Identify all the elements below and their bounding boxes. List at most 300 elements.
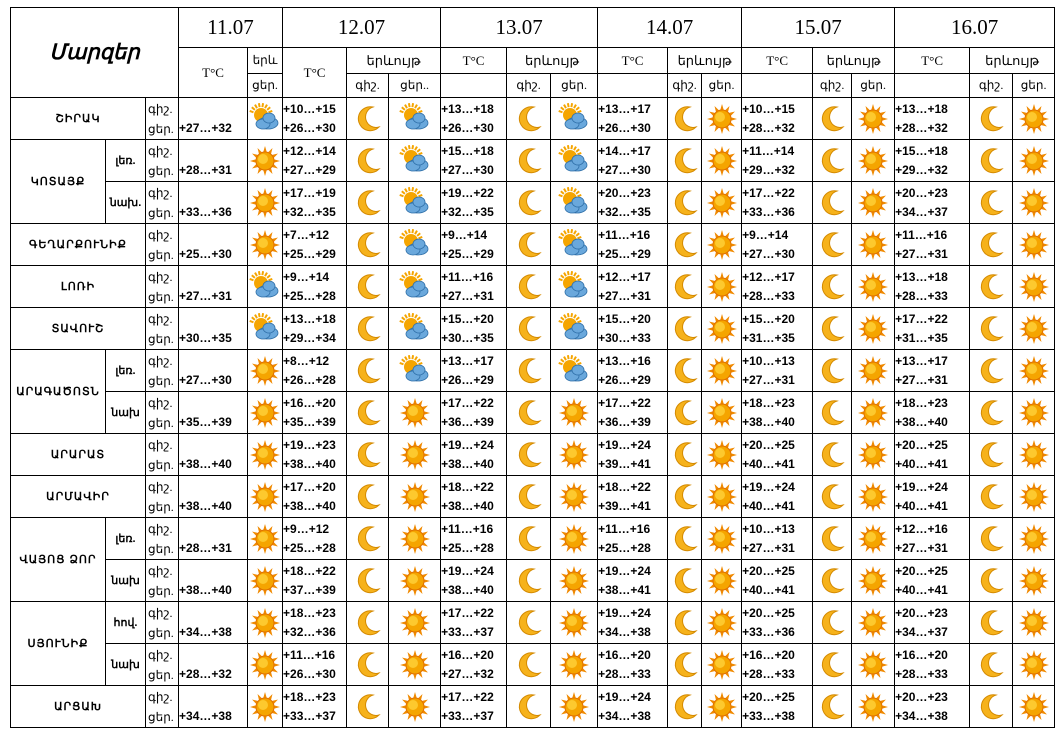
temperature-cell bbox=[441, 392, 507, 434]
weather-icon-cell bbox=[970, 518, 1013, 560]
night-temp: +19…+24 bbox=[441, 437, 494, 452]
night-temp: +18…+23 bbox=[742, 395, 795, 410]
day-temp: +32…+35 bbox=[441, 204, 494, 219]
empty-cell bbox=[441, 74, 507, 98]
sun-cloud-icon bbox=[399, 313, 431, 345]
sun-icon bbox=[857, 481, 889, 513]
weather-icon-cell bbox=[668, 434, 702, 476]
spacer bbox=[179, 520, 247, 539]
day-header: ցեր.. bbox=[389, 74, 441, 98]
day-temp: +40…+41 bbox=[895, 498, 948, 513]
phenomenon-header: երևույթ bbox=[507, 48, 598, 74]
table-row bbox=[11, 392, 1055, 434]
moon-icon bbox=[513, 565, 545, 597]
weather-icon-cell bbox=[668, 392, 702, 434]
weather-icon-cell bbox=[1013, 644, 1055, 686]
night-temp: +12…+16 bbox=[895, 521, 948, 536]
weather-icon-cell bbox=[702, 266, 742, 308]
sun-icon bbox=[706, 481, 738, 513]
sun-icon bbox=[706, 523, 738, 555]
night-temp: +19…+24 bbox=[598, 605, 651, 620]
weather-icon-cell bbox=[347, 686, 389, 728]
region-name: ՍՅՈՒՆԻՔ bbox=[11, 602, 106, 686]
temperature-cell bbox=[598, 518, 668, 560]
weather-icon-cell bbox=[507, 182, 551, 224]
weather-icon-cell bbox=[248, 98, 283, 140]
night-temp: +18…+23 bbox=[283, 689, 336, 704]
weather-icon-cell bbox=[668, 266, 702, 308]
weather-icon-cell bbox=[551, 686, 598, 728]
spacer bbox=[179, 310, 247, 329]
spacer bbox=[179, 268, 247, 287]
weather-icon-cell bbox=[248, 350, 283, 392]
weather-icon-cell bbox=[389, 686, 441, 728]
sun-icon bbox=[857, 355, 889, 387]
moon-icon bbox=[669, 229, 701, 261]
weather-icon-cell bbox=[1013, 434, 1055, 476]
weather-icon-cell bbox=[389, 224, 441, 266]
night-temp: +19…+22 bbox=[441, 185, 494, 200]
day-temp: +28…+31 bbox=[179, 162, 232, 177]
weather-icon-cell bbox=[668, 686, 702, 728]
weather-icon-cell bbox=[248, 434, 283, 476]
day-temp: +25…+28 bbox=[441, 540, 494, 555]
night-temp: +11…+16 bbox=[441, 521, 494, 536]
weather-icon-cell bbox=[389, 602, 441, 644]
night-temp: +20…+23 bbox=[598, 185, 651, 200]
temperature-cell bbox=[895, 686, 970, 728]
day-temp: +27…+31 bbox=[179, 288, 232, 303]
moon-icon bbox=[975, 145, 1007, 177]
temp-header: T°C bbox=[742, 48, 813, 74]
temperature-cell bbox=[179, 140, 248, 182]
temp-header: T°C bbox=[283, 48, 347, 98]
temperature-cell bbox=[598, 350, 668, 392]
sun-cloud-icon bbox=[558, 355, 590, 387]
sun-icon bbox=[249, 439, 281, 471]
sun-icon bbox=[558, 607, 590, 639]
weather-icon-cell bbox=[813, 350, 852, 392]
day-temp: +38…+40 bbox=[179, 582, 232, 597]
weather-icon-cell bbox=[389, 266, 441, 308]
sun-icon bbox=[249, 355, 281, 387]
moon-icon bbox=[513, 481, 545, 513]
moon-icon bbox=[352, 355, 384, 387]
night-temp: +20…+23 bbox=[895, 185, 948, 200]
table-row bbox=[11, 182, 1055, 224]
night-temp: +13…+18 bbox=[895, 269, 948, 284]
spacer bbox=[179, 604, 247, 623]
night-label: գիշ. bbox=[148, 353, 173, 368]
sun-icon bbox=[1018, 145, 1050, 177]
region-name: ԳԵՂԱՐՔՈՒՆԻՔ bbox=[11, 224, 146, 266]
weather-icon-cell bbox=[389, 434, 441, 476]
temperature-cell bbox=[441, 224, 507, 266]
temperature-cell bbox=[895, 308, 970, 350]
sun-icon bbox=[706, 103, 738, 135]
sun-icon bbox=[857, 607, 889, 639]
moon-icon bbox=[975, 649, 1007, 681]
sun-icon bbox=[706, 565, 738, 597]
night-day-label bbox=[146, 686, 179, 728]
night-label: գիշ. bbox=[148, 395, 173, 410]
temperature-cell bbox=[283, 182, 347, 224]
sun-icon bbox=[857, 187, 889, 219]
night-day-label bbox=[146, 518, 179, 560]
night-temp: +13…+18 bbox=[283, 311, 336, 326]
day-temp: +33…+38 bbox=[742, 708, 795, 723]
day-temp: +40…+41 bbox=[895, 456, 948, 471]
marz-header: Մարզեր bbox=[11, 8, 179, 98]
night-temp: +11…+16 bbox=[283, 647, 336, 662]
moon-icon bbox=[975, 229, 1007, 261]
temperature-cell bbox=[742, 518, 813, 560]
weather-icon-cell bbox=[668, 308, 702, 350]
sun-icon bbox=[399, 607, 431, 639]
day-temp: +38…+40 bbox=[441, 498, 494, 513]
temperature-cell bbox=[895, 434, 970, 476]
moon-icon bbox=[669, 313, 701, 345]
sun-cloud-icon bbox=[558, 313, 590, 345]
sun-icon bbox=[1018, 397, 1050, 429]
spacer bbox=[179, 562, 247, 581]
night-temp: +20…+23 bbox=[895, 689, 948, 704]
night-temp: +16…+20 bbox=[598, 647, 651, 662]
night-header: գիշ. bbox=[347, 74, 389, 98]
empty-cell bbox=[598, 74, 668, 98]
night-temp: +20…+25 bbox=[742, 605, 795, 620]
night-temp: +11…+16 bbox=[895, 227, 948, 242]
day-temp: +25…+28 bbox=[283, 288, 336, 303]
sun-cloud-icon bbox=[558, 145, 590, 177]
table-row bbox=[11, 434, 1055, 476]
night-temp: +10…+13 bbox=[742, 521, 795, 536]
sun-cloud-icon bbox=[399, 229, 431, 261]
sun-icon bbox=[249, 187, 281, 219]
weather-icon-cell bbox=[1013, 686, 1055, 728]
moon-icon bbox=[816, 145, 848, 177]
day-temp: +27…+31 bbox=[742, 540, 795, 555]
table-row bbox=[11, 644, 1055, 686]
sun-icon bbox=[1018, 355, 1050, 387]
weather-icon-cell bbox=[970, 224, 1013, 266]
weather-icon-cell bbox=[813, 392, 852, 434]
weather-icon-cell bbox=[248, 644, 283, 686]
weather-icon-cell bbox=[551, 182, 598, 224]
night-temp: +20…+25 bbox=[742, 563, 795, 578]
night-label: գիշ. bbox=[148, 563, 173, 578]
temperature-cell bbox=[598, 266, 668, 308]
subregion-label: նախ bbox=[106, 644, 146, 686]
subregion-label: հով. bbox=[106, 602, 146, 644]
temperature-cell bbox=[441, 98, 507, 140]
weather-icon-cell bbox=[551, 98, 598, 140]
night-temp: +16…+20 bbox=[441, 647, 494, 662]
day-temp: +29…+32 bbox=[742, 162, 795, 177]
table-row bbox=[11, 98, 1055, 140]
day-temp: +27…+31 bbox=[598, 288, 651, 303]
night-temp: +13…+17 bbox=[441, 353, 494, 368]
weather-icon-cell bbox=[970, 602, 1013, 644]
night-temp: +19…+24 bbox=[598, 563, 651, 578]
day-label: ցեր. bbox=[148, 205, 174, 220]
night-day-label bbox=[146, 182, 179, 224]
sun-icon bbox=[857, 145, 889, 177]
day-temp: +33…+37 bbox=[283, 708, 336, 723]
night-day-label bbox=[146, 140, 179, 182]
temperature-cell bbox=[179, 644, 248, 686]
temp-header: T°C bbox=[179, 48, 248, 98]
weather-icon-cell bbox=[248, 308, 283, 350]
weather-icon-cell bbox=[668, 182, 702, 224]
spacer bbox=[179, 688, 247, 707]
day-label: ցեր. bbox=[148, 541, 174, 556]
weather-icon-cell bbox=[1013, 224, 1055, 266]
weather-icon-cell bbox=[852, 476, 895, 518]
moon-icon bbox=[816, 439, 848, 471]
temperature-cell bbox=[283, 644, 347, 686]
weather-icon-cell bbox=[813, 434, 852, 476]
moon-icon bbox=[669, 691, 701, 723]
day-header: ցեր. bbox=[1013, 74, 1055, 98]
day-temp: +28…+33 bbox=[742, 666, 795, 681]
day-temp: +33…+36 bbox=[742, 204, 795, 219]
forecast-body bbox=[11, 98, 1055, 728]
weather-icon-cell bbox=[389, 644, 441, 686]
day-temp: +31…+35 bbox=[742, 330, 795, 345]
temperature-cell bbox=[441, 140, 507, 182]
table-row bbox=[11, 560, 1055, 602]
spacer bbox=[179, 226, 247, 245]
day-label: ցեր. bbox=[148, 709, 174, 724]
night-temp: +17…+22 bbox=[598, 395, 651, 410]
weather-icon-cell bbox=[813, 602, 852, 644]
weather-icon-cell bbox=[551, 224, 598, 266]
moon-icon bbox=[975, 103, 1007, 135]
sun-cloud-icon bbox=[558, 229, 590, 261]
subregion-label: լեռ. bbox=[106, 140, 146, 182]
day-temp: +25…+29 bbox=[441, 246, 494, 261]
moon-icon bbox=[352, 439, 384, 471]
temperature-cell bbox=[742, 392, 813, 434]
sun-icon bbox=[857, 103, 889, 135]
night-label: գիշ. bbox=[148, 689, 173, 704]
night-temp: +13…+17 bbox=[598, 101, 651, 116]
weather-icon-cell bbox=[1013, 182, 1055, 224]
day-label: ցեր. bbox=[148, 121, 174, 136]
moon-icon bbox=[669, 145, 701, 177]
weather-icon-cell bbox=[668, 98, 702, 140]
sun-icon bbox=[249, 565, 281, 597]
weather-icon-cell bbox=[702, 392, 742, 434]
night-temp: +17…+22 bbox=[441, 689, 494, 704]
night-temp: +20…+25 bbox=[895, 437, 948, 452]
spacer bbox=[179, 142, 247, 161]
weather-icon-cell bbox=[1013, 98, 1055, 140]
sun-cloud-icon bbox=[558, 187, 590, 219]
moon-icon bbox=[352, 271, 384, 303]
day-temp: +28…+32 bbox=[742, 120, 795, 135]
temperature-cell bbox=[441, 518, 507, 560]
date-header: 13.07 bbox=[441, 8, 598, 48]
weather-icon-cell bbox=[389, 560, 441, 602]
forecast-table bbox=[10, 7, 1055, 728]
night-temp: +13…+16 bbox=[598, 353, 651, 368]
sun-icon bbox=[706, 691, 738, 723]
table-row bbox=[11, 518, 1055, 560]
day-temp: +33…+36 bbox=[179, 204, 232, 219]
temperature-cell bbox=[283, 518, 347, 560]
weather-icon-cell bbox=[389, 98, 441, 140]
day-label: ցեր. bbox=[148, 373, 174, 388]
temperature-cell bbox=[441, 602, 507, 644]
night-temp: +17…+22 bbox=[742, 185, 795, 200]
weather-icon-cell bbox=[668, 140, 702, 182]
region-name: ՇԻՐԱԿ bbox=[11, 98, 146, 140]
night-temp: +10…+15 bbox=[742, 101, 795, 116]
night-label: գիշ. bbox=[148, 311, 173, 326]
temperature-cell bbox=[598, 392, 668, 434]
night-temp: +11…+16 bbox=[598, 227, 651, 242]
temperature-cell bbox=[742, 434, 813, 476]
day-temp: +26…+28 bbox=[283, 372, 336, 387]
sun-icon bbox=[706, 229, 738, 261]
day-temp: +25…+28 bbox=[283, 540, 336, 555]
day-temp: +27…+32 bbox=[179, 120, 232, 135]
night-temp: +11…+16 bbox=[598, 521, 651, 536]
temperature-cell bbox=[441, 182, 507, 224]
table-row bbox=[11, 140, 1055, 182]
moon-icon bbox=[975, 397, 1007, 429]
day-temp: +30…+35 bbox=[179, 330, 232, 345]
night-temp: +13…+18 bbox=[895, 101, 948, 116]
temperature-cell bbox=[598, 644, 668, 686]
region-name: ԱՐՑԱԽ bbox=[11, 686, 146, 728]
weather-icon-cell bbox=[1013, 560, 1055, 602]
moon-icon bbox=[975, 607, 1007, 639]
weather-icon-cell bbox=[702, 434, 742, 476]
day-temp: +27…+30 bbox=[598, 162, 651, 177]
day-temp: +27…+30 bbox=[742, 246, 795, 261]
temperature-cell bbox=[283, 434, 347, 476]
sun-icon bbox=[1018, 229, 1050, 261]
night-temp: +14…+17 bbox=[598, 143, 651, 158]
weather-icon-cell bbox=[813, 224, 852, 266]
region-name: ԱՐԱՐԱՏ bbox=[11, 434, 146, 476]
day-temp: +40…+41 bbox=[742, 582, 795, 597]
sun-icon bbox=[1018, 313, 1050, 345]
night-temp: +20…+25 bbox=[742, 437, 795, 452]
sun-icon bbox=[706, 607, 738, 639]
sun-icon bbox=[399, 481, 431, 513]
weather-icon-cell bbox=[248, 392, 283, 434]
sun-icon bbox=[249, 229, 281, 261]
weather-icon-cell bbox=[668, 518, 702, 560]
sun-icon bbox=[706, 649, 738, 681]
temperature-cell bbox=[179, 182, 248, 224]
temperature-cell bbox=[742, 98, 813, 140]
night-day-label bbox=[146, 476, 179, 518]
weather-icon-cell bbox=[852, 392, 895, 434]
day-temp: +33…+36 bbox=[742, 624, 795, 639]
temperature-cell bbox=[742, 350, 813, 392]
weather-icon-cell bbox=[852, 308, 895, 350]
night-temp: +17…+19 bbox=[283, 185, 336, 200]
date-header: 11.07 bbox=[179, 8, 283, 48]
night-temp: +18…+23 bbox=[895, 395, 948, 410]
weather-icon-cell bbox=[347, 560, 389, 602]
day-temp: +26…+29 bbox=[441, 372, 494, 387]
temperature-cell bbox=[283, 98, 347, 140]
temperature-cell bbox=[441, 308, 507, 350]
sun-icon bbox=[706, 313, 738, 345]
date-header: 12.07 bbox=[283, 8, 441, 48]
temperature-cell bbox=[283, 686, 347, 728]
weather-icon-cell bbox=[1013, 140, 1055, 182]
day-label: ցեր. bbox=[148, 625, 174, 640]
weather-icon-cell bbox=[970, 182, 1013, 224]
sun-icon bbox=[399, 523, 431, 555]
temperature-cell bbox=[179, 602, 248, 644]
moon-icon bbox=[352, 565, 384, 597]
day-label: ցեր. bbox=[148, 457, 174, 472]
day-temp: +28…+32 bbox=[179, 666, 232, 681]
day-label: ցեր. bbox=[148, 667, 174, 682]
temperature-cell bbox=[895, 560, 970, 602]
spacer bbox=[179, 100, 247, 119]
weather-icon-cell bbox=[507, 308, 551, 350]
day-temp: +28…+31 bbox=[179, 540, 232, 555]
weather-icon-cell bbox=[970, 140, 1013, 182]
weather-icon-cell bbox=[813, 266, 852, 308]
weather-icon-cell bbox=[551, 518, 598, 560]
temperature-cell bbox=[598, 560, 668, 602]
moon-icon bbox=[816, 187, 848, 219]
temperature-cell bbox=[895, 266, 970, 308]
spacer bbox=[179, 394, 247, 413]
weather-icon-cell bbox=[970, 308, 1013, 350]
date-header: 14.07 bbox=[598, 8, 742, 48]
temperature-cell bbox=[283, 602, 347, 644]
weather-icon-cell bbox=[347, 644, 389, 686]
temperature-cell bbox=[179, 560, 248, 602]
moon-icon bbox=[669, 565, 701, 597]
night-day-label bbox=[146, 308, 179, 350]
weather-icon-cell bbox=[389, 392, 441, 434]
night-temp: +15…+20 bbox=[441, 311, 494, 326]
region-name: ՏԱՎՈՒՇ bbox=[11, 308, 146, 350]
sun-icon bbox=[857, 229, 889, 261]
night-temp: +19…+24 bbox=[742, 479, 795, 494]
spacer bbox=[179, 478, 247, 497]
day-temp: +30…+33 bbox=[598, 330, 651, 345]
sun-cloud-icon bbox=[558, 271, 590, 303]
night-temp: +15…+18 bbox=[441, 143, 494, 158]
day-label: ցեր. bbox=[148, 247, 174, 262]
night-label: գիշ. bbox=[148, 185, 173, 200]
weather-icon-cell bbox=[813, 476, 852, 518]
temp-header: T°C bbox=[598, 48, 668, 74]
weather-icon-cell bbox=[702, 308, 742, 350]
day-temp: +34…+37 bbox=[895, 204, 948, 219]
day-header: ցեր. bbox=[248, 74, 283, 98]
region-name: ԼՈՌԻ bbox=[11, 266, 146, 308]
weather-icon-cell bbox=[668, 644, 702, 686]
temperature-cell bbox=[179, 518, 248, 560]
weather-icon-cell bbox=[702, 686, 742, 728]
date-header: 16.07 bbox=[895, 8, 1055, 48]
day-temp: +40…+41 bbox=[742, 498, 795, 513]
